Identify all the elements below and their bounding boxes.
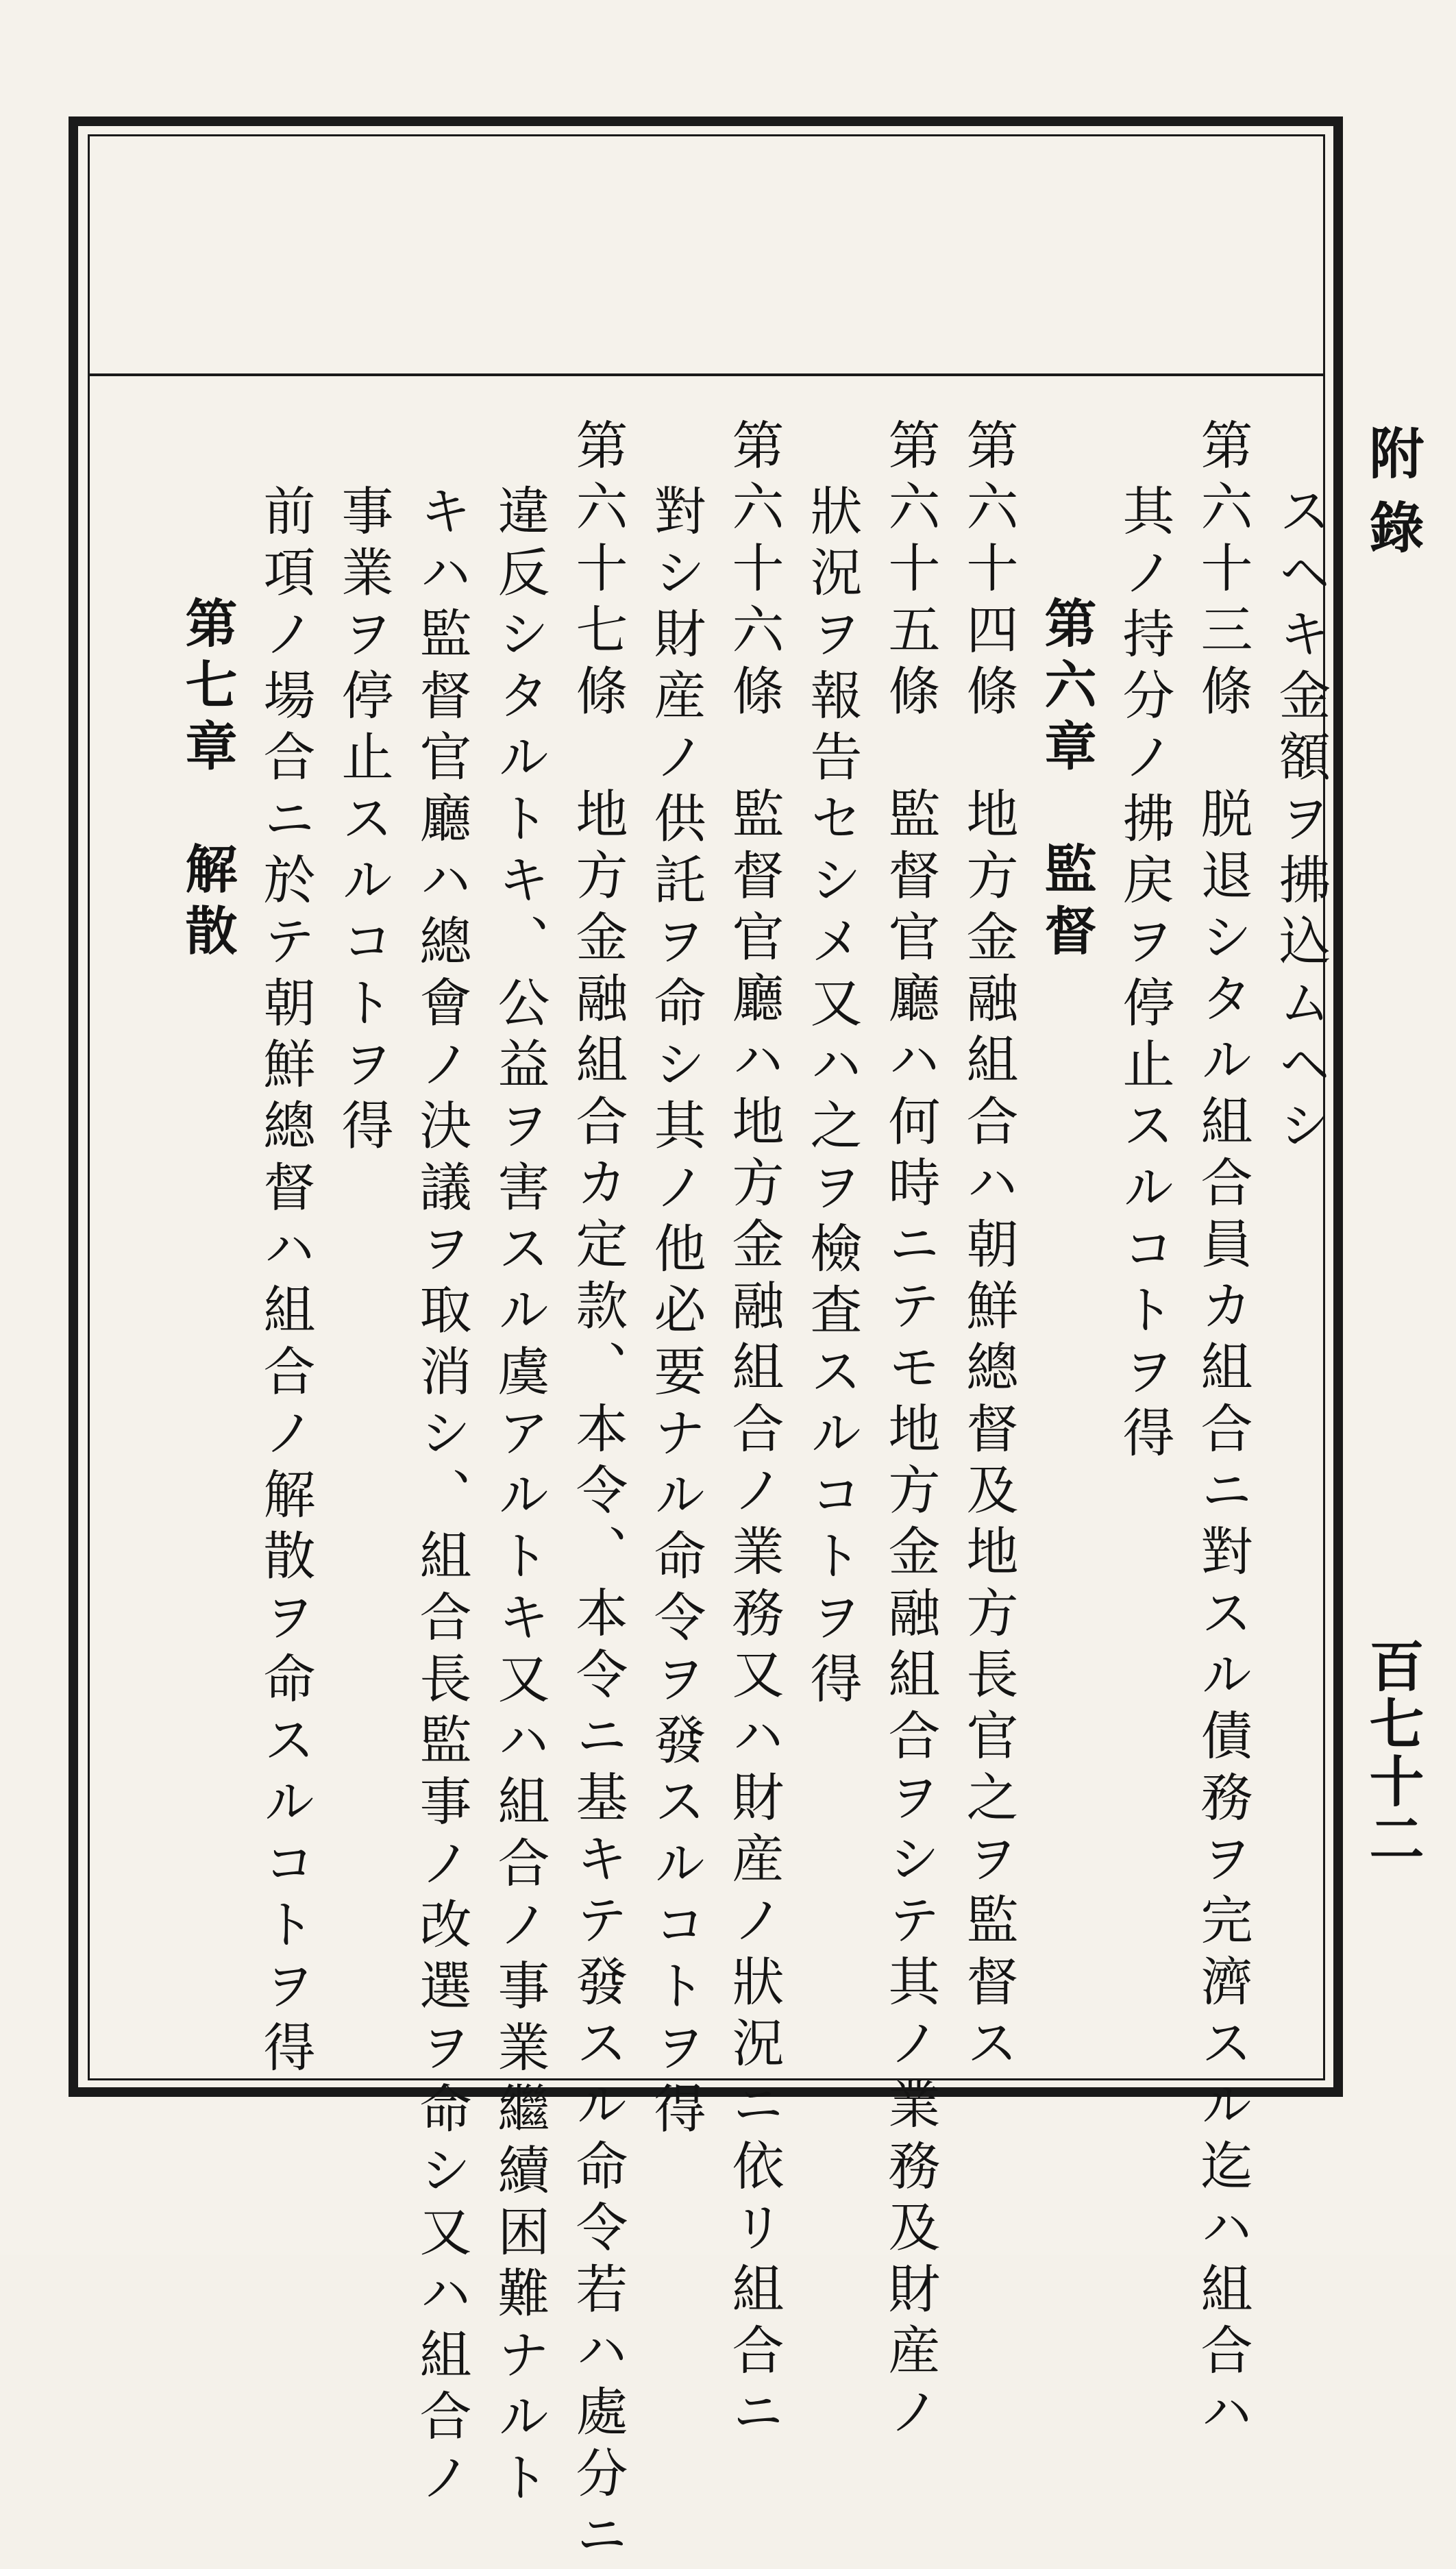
text-column: 第六十三條 脱退シタル組合員カ組合ニ對スル債務ヲ完濟スル迄ハ組合ハ	[1192, 418, 1253, 2446]
text-column: 對シ財産ノ供託ヲ命シ其ノ他必要ナル命令ヲ發スルコトヲ得	[645, 484, 706, 2143]
page-number: 百七十二	[1360, 1638, 1424, 1868]
text-column: 第六十四條 地方金融組合ハ朝鮮總督及地方長官之ヲ監督ス	[958, 418, 1019, 2078]
chapter-heading: 第七章 解散	[177, 596, 238, 966]
text-column: 第六十七條 地方金融組合カ定款、本令、本令ニ基キテ發スル命令若ハ處分ニ	[567, 418, 628, 2569]
text-column: 事業ヲ停止スルコトヲ得	[333, 484, 394, 1160]
text-column: 前項ノ場合ニ於テ朝鮮總督ハ組合ノ解散ヲ命スルコトヲ得	[255, 484, 316, 2082]
chapter-heading: 第六章 監督	[1036, 596, 1097, 966]
vertical-text-body	[110, 418, 1331, 2569]
text-column: 違反シタルトキ、公益ヲ害スル虞アルトキ又ハ組合ノ事業繼續困難ナルト	[489, 484, 550, 2512]
text-column: キハ監督官廳ハ總會ノ決議ヲ取消シ、組合長監事ノ改選ヲ命シ又ハ組合ノ	[411, 484, 472, 2512]
text-column: 第六十五條 監督官廳ハ何時ニテモ地方金融組合ヲシテ其ノ業務及財産ノ	[880, 418, 941, 2446]
text-column: スヘキ金額ヲ拂込ムヘシ	[1270, 484, 1331, 1160]
header-divider	[88, 373, 1325, 376]
text-column: 其ノ持分ノ拂戻ヲ停止スルコトヲ得	[1114, 484, 1175, 1467]
running-title: 附錄	[1360, 425, 1424, 573]
text-column: 第六十六條 監督官廳ハ地方金融組合ノ業務又ハ財産ノ狀況ニ依リ組合ニ	[724, 418, 785, 2446]
text-column: 狀況ヲ報告セシメ又ハ之ヲ檢査スルコトヲ得	[802, 484, 863, 1713]
